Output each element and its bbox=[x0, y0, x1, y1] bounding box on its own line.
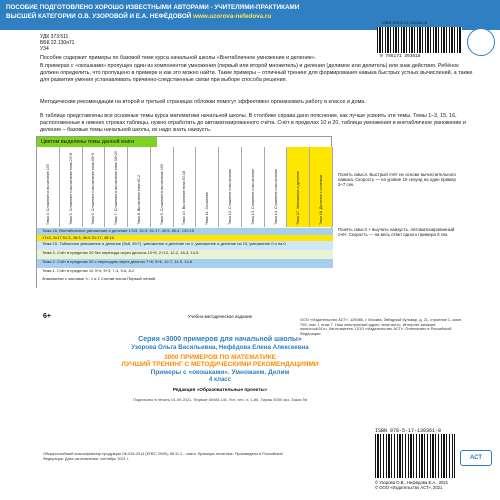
table-column bbox=[83, 147, 106, 227]
publisher-logo-icon bbox=[467, 28, 495, 56]
grade: 4 класс bbox=[209, 377, 231, 383]
table-column bbox=[265, 147, 288, 227]
table-column bbox=[105, 147, 128, 227]
table-column bbox=[196, 147, 219, 227]
table-row: Тема 2. Счёт в пределах 20 с переходом через десяток 7+8, 5+6, 12-7, 11-5, 14-6 bbox=[37, 259, 333, 268]
print-info: Подписано в печать 01.09.2021. Формат 60х84 1/8. Усл. печ. л. 1,86. Тираж 5000 экз. Заказ № bbox=[132, 397, 308, 402]
book-title-2: ЛУЧШИЙ ТРЕНИНГ С МЕТОДИЧЕСКИМИ РЕКОМЕНДАЦИЯМИ bbox=[121, 361, 319, 368]
top-banner bbox=[0, 0, 500, 30]
publisher-info: ООО «Издательство АСТ». 129085, г. Москва, Звёздный бульвар, д. 21, строение 1, комн. 705, пом. I, этаж 7. Наш электронный адрес: www.ast.ru. Интернет-магазин: www.book24.ru. Изготовитель: ООО «Издательство АСТ». Отпечатано в Российской Федерации. bbox=[300, 317, 463, 336]
table-column-label: Тема 14. Сложение и вычитание bbox=[273, 169, 278, 225]
age-rating: 6+ bbox=[43, 313, 51, 320]
authors: Узорова Ольга Васильевна, Нефёдова Елена Алексеевна bbox=[131, 344, 309, 351]
table-column bbox=[219, 147, 242, 227]
table-column-label: Тема 8. Вычитание типа 60-2 bbox=[136, 175, 141, 225]
intro-paragraph-1: Пособие содержит примеры по базовой теме курса начальной школы «Внетабличное умножение и деление». bbox=[40, 55, 317, 61]
banner-line-2 bbox=[6, 13, 271, 20]
table-row: Тема 15. Табличное умножение и деление (5х8, 49:7), умножение и деление на 1, умножение и деление на 10, умножение 0 и на 0 bbox=[37, 241, 333, 250]
table-column bbox=[60, 147, 83, 227]
udk-block bbox=[40, 34, 74, 52]
table-column-label: Тема 5. Сложение и вычитание типа 20+8 bbox=[68, 152, 73, 225]
ast-logo: АСТ bbox=[460, 450, 492, 466]
barcode-bottom bbox=[375, 434, 455, 478]
table-column-label: Тема 18. Деление с остатком bbox=[318, 175, 323, 225]
series-title: Серия «3000 примеров для начальной школы» bbox=[138, 336, 302, 343]
table-column bbox=[174, 147, 197, 227]
barcode-top-text: 9 785171 393618 bbox=[380, 54, 421, 59]
topics-table bbox=[36, 136, 332, 288]
table-column-label: Тема 17. Умножение и деление bbox=[296, 171, 301, 225]
table-column-label: Тема 7. Сложение и вычитание типа 34+20 bbox=[114, 150, 119, 225]
table-column bbox=[287, 147, 310, 227]
book-title-1: 3000 ПРИМЕРОВ ПО МАТЕМАТИКЕ bbox=[164, 354, 276, 361]
table-row: Знакомство с числами +/- 1 и 2 Состав числа Первый лёгкий bbox=[37, 276, 333, 288]
table-column-label: Тема 13. Сложение и вычитание bbox=[250, 169, 255, 225]
table-column bbox=[242, 147, 265, 227]
edition-type: Учебно-методическое издание bbox=[187, 314, 253, 319]
banner-authors: ВЫСШЕЙ КАТЕГОРИИ О.В. УЗОРОВОЙ И Е.А. НЕФЁДОВОЙ bbox=[6, 13, 192, 20]
barcode-top bbox=[377, 27, 462, 53]
udk-line: УДК 373:511 bbox=[40, 34, 69, 40]
banner-line-1: ПОСОБИЕ ПОДГОТОВЛЕНО ХОРОШО ИЗВЕСТНЫМИ АВТОРАМИ - УЧИТЕЛЯМИ-ПРАКТИКАМИ bbox=[6, 4, 300, 11]
table-row: Тема 1. Счёт в пределах 10 3+4, 5+3, 7-4, 9-6, 8-2 bbox=[37, 268, 333, 276]
table-column-label: Тема 4. Сложение и вычитание 100 bbox=[45, 163, 50, 225]
note-understand: Понять смысл. Быстрый счёт не основе вычислительного навыка. Скорость — на уровне 15 секунд на один пример 3–7 сек. bbox=[338, 172, 456, 188]
classifier-info: Общероссийский классификатор продукции ОК-034-2014 (КПЕС 2008); 58.11.1 – книги, брошюры печатные. Произведено в Российской Федерации. Дата изготовления: сентябрь 2021 г. bbox=[43, 452, 283, 461]
intro-paragraph-2: В примерах с «окошками» пропущен один из компонентов умножения (первый или второй множитель) и деления (делимое или делитель) или знак действия. Ребёнок должен определить, что пропущено в примере и как это можно найти. Такие примеры – отличный тренинг для формирования навыка быстрых устных вычислений, а также для развития умения устанавливать причинно-следственные связи при выборе способа решения. bbox=[40, 63, 473, 84]
isbn-bottom: ISBN 978-5-17-139361-8 bbox=[375, 428, 442, 434]
banner-url[interactable]: www.uzorova-nefedova.ru bbox=[193, 13, 272, 20]
intro-paragraph-3: Методические рекомендации на второй и третьей страницах обложки помогут эффективно организовать работу в классе и дома. bbox=[40, 99, 366, 105]
table-column-label: Тема 12. Сложение и вычитание bbox=[227, 169, 232, 225]
redaction: Редакция «Образовательные проекты» bbox=[172, 388, 268, 393]
table-column bbox=[310, 147, 333, 227]
table-column-label: Тема 6. Сложение и вычитание типа 45+3 bbox=[91, 152, 96, 225]
table-column-label: Тема 10. Вычитание типа 50-18 bbox=[182, 170, 187, 225]
table-row: 17х3, 3х17 51:3, 48:3, 96:6 51:17, 48:16 bbox=[37, 235, 333, 241]
table-column bbox=[37, 147, 60, 227]
intro-paragraph-4: В таблице представлены все основные темы курса математики начальной школы. В столбике справа дано пояснение, как лучше усвоить эти темы. Темы 1–3, 15, 16, расположенные в нижних строках таблицы, нужно отработать до автоматизированного счёта. Счёт в пределах 10 и 20, таблица умножения и внетабличное умножение и деление – базовые темы начальной школы, их надо знать наизусть. bbox=[40, 113, 466, 134]
bbk-line: ББК 22.130я71 bbox=[40, 40, 75, 46]
isbn-top: ISBN 978-5-17-139361-8 bbox=[382, 20, 427, 25]
table-column bbox=[151, 147, 174, 227]
table-column-label: Тема 9. Сложение и вычитание 100 bbox=[159, 163, 164, 225]
author-code: У34 bbox=[40, 46, 49, 52]
table-caption: Цветом выделены темы данной книги bbox=[37, 137, 157, 147]
book-title-3: Примеры с «окошками». Умножаем. Делим bbox=[150, 369, 290, 376]
table-row: Тема 16. Внетабличное умножение и деление 17х3, 51:3; 51:17; 40:5; 80:4; 120:15 bbox=[37, 228, 333, 235]
copyright: © Узорова О.В., Нефёдова Е.А., 2021 © ООО «Издательство АСТ», 2021 bbox=[375, 480, 449, 490]
table-column bbox=[128, 147, 151, 227]
table-row: Тема 3. Счёт в пределах 20 без перехода через десяток 10+5, 2+13, 12-2, 16-3, 14-5 bbox=[37, 250, 333, 259]
table-columns bbox=[37, 147, 333, 227]
table-column-label: Тема 11. Сложение bbox=[205, 191, 210, 225]
note-memorize: Понять смысл + выучить наизусть. Автоматизированный счёт. Скорость — на весь ответ одного примера 5 сек. bbox=[338, 227, 455, 238]
